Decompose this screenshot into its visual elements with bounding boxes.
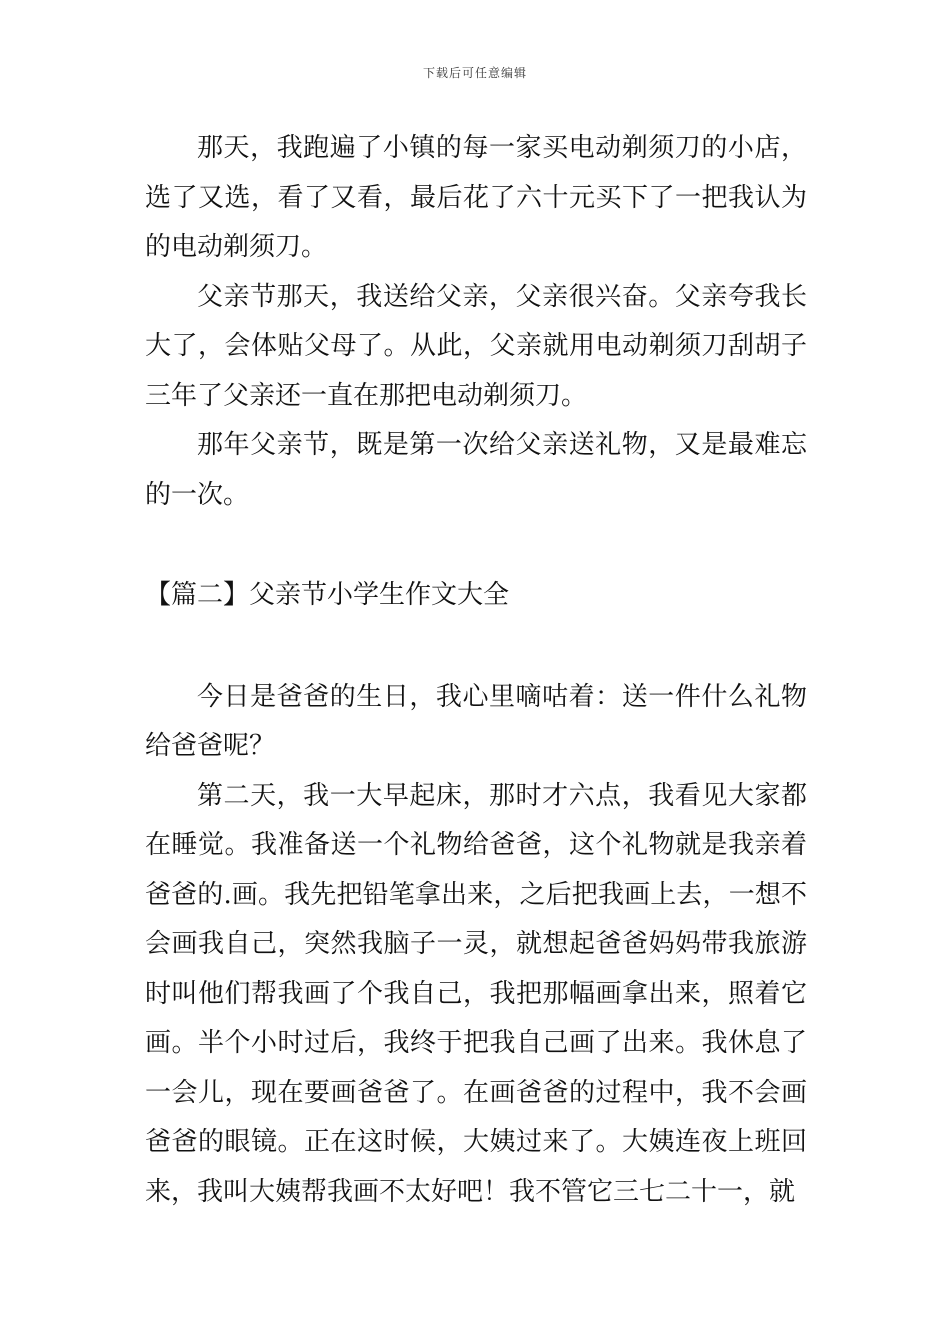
paragraph-3: 那年父亲节，既是第一次给父亲送礼物，又是最难忘的一次。 bbox=[145, 430, 807, 510]
spacer bbox=[145, 621, 807, 673]
paragraph-2: 父亲节那天，我送给父亲，父亲很兴奋。父亲夸我长大了，会体贴父母了。从此，父亲就用电动剃须刀刮胡子三年了父亲还一直在那把电动剃须刀。 bbox=[145, 281, 807, 411]
document-body bbox=[145, 124, 807, 1217]
spacer bbox=[145, 520, 807, 571]
page-header-note: 下载后可任意编辑 bbox=[422, 66, 527, 80]
paragraph-5: 第二天，我一大早起床，那时才六点，我看见大家都在睡觉。我准备送一个礼物给爸爸，这个礼物就是我亲着爸爸的.画。我先把铅笔拿出来，之后把我画上去，一想不会画我自己，突然我脑子一灵，就想起爸爸妈妈带我旅游时叫他们帮我画了个我自己，我把那幅画拿出来，照着它画。半个小时过后，我终于把我自己画了出来。我休息了一会儿，现在要画爸爸了。在画爸爸的过程中，我不会画爸爸的眼镜。正在这时候，大姨过来了。大姨连夜上班回来，我叫大姨帮我画不太好吧！我不管它三七二十一，就 bbox=[145, 780, 807, 1207]
paragraph-4: 今日是爸爸的生日，我心里嘀咕着：送一件什么礼物给爸爸呢？ bbox=[145, 681, 807, 761]
section-heading: 【篇二】父亲节小学生作文大全 bbox=[145, 580, 510, 610]
paragraph-1: 那天，我跑遍了小镇的每一家买电动剃须刀的小店，选了又选，看了又看，最后花了六十元买下了一把我认为的电动剃须刀。 bbox=[145, 133, 807, 262]
